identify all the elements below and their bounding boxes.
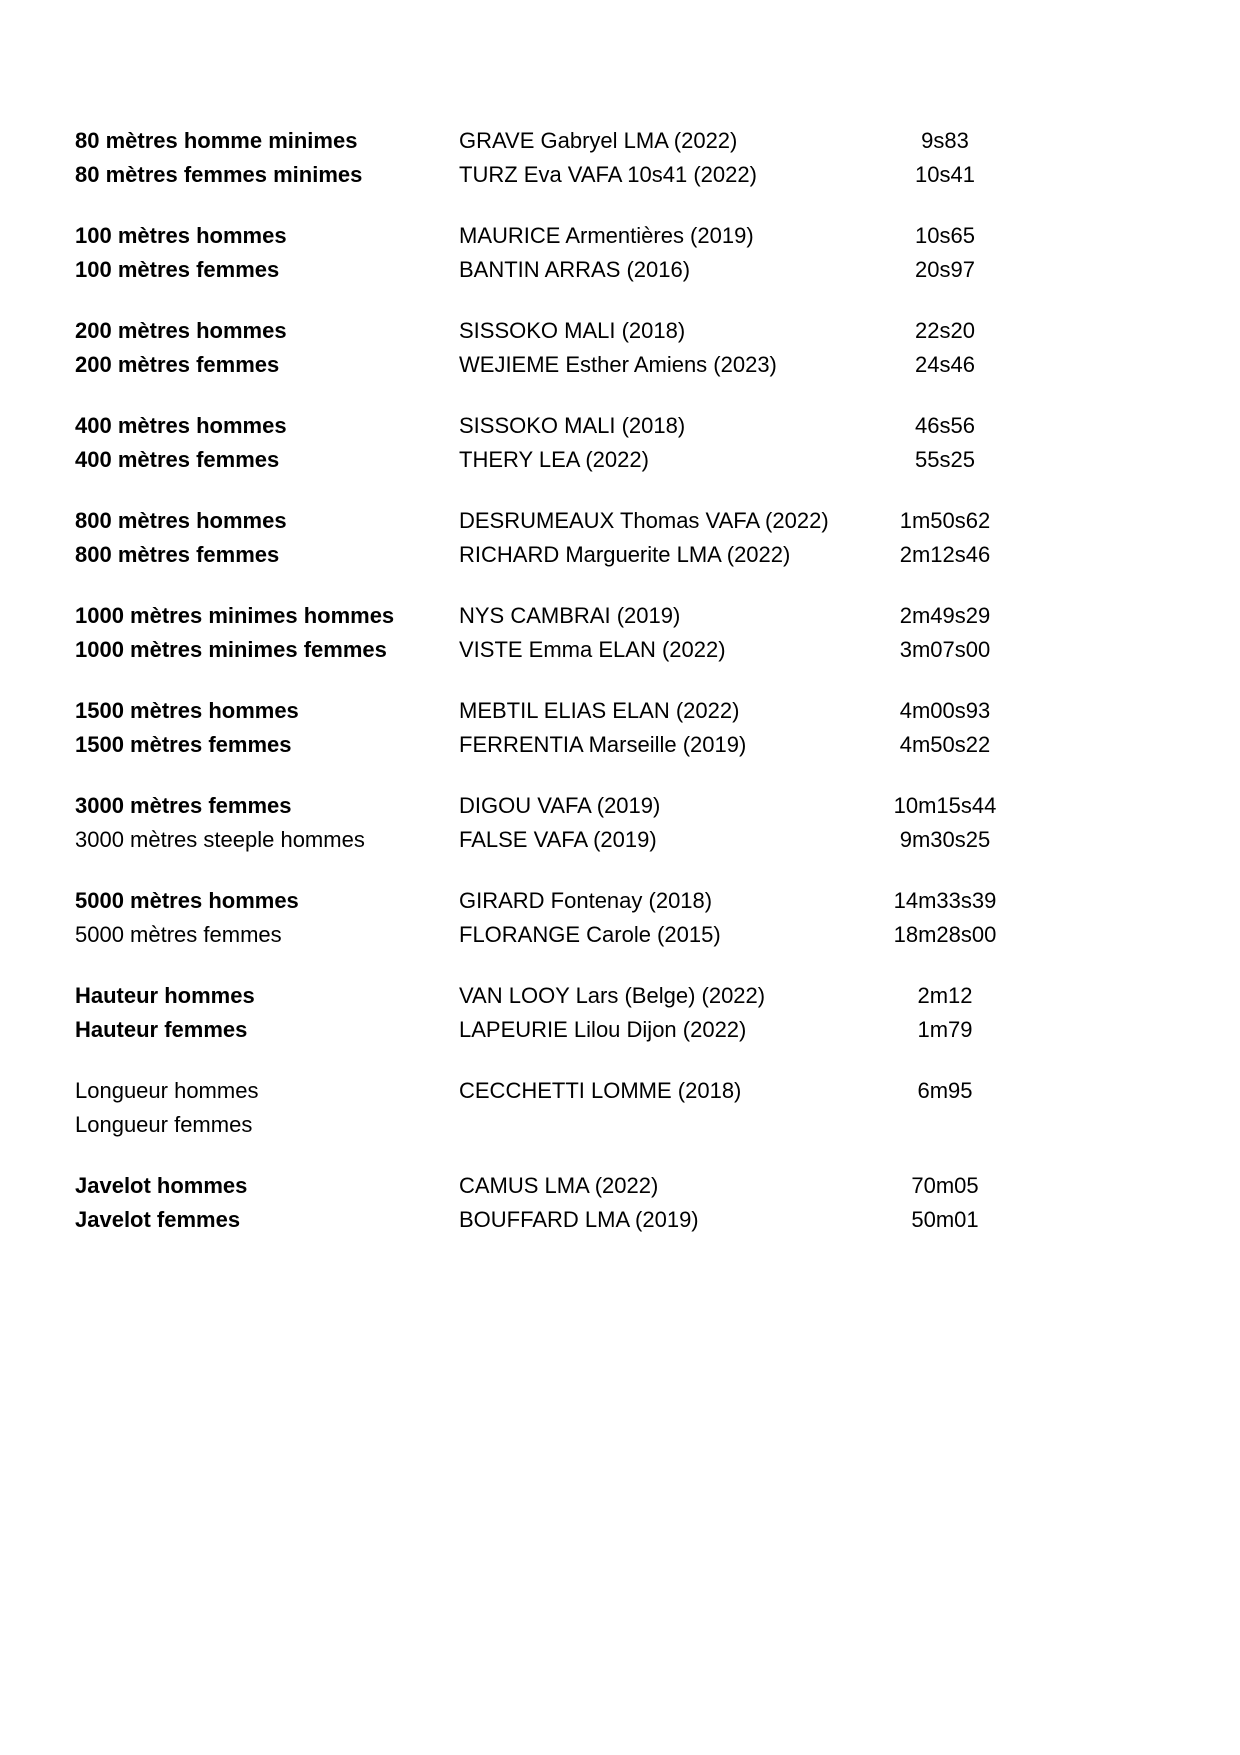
record-performance: 55s25	[915, 447, 975, 472]
record-row	[75, 599, 1075, 633]
record-performance: 10m15s44	[893, 793, 997, 818]
event-name: 1500 mètres hommes	[75, 698, 299, 723]
record-row	[75, 124, 1075, 158]
event-name: Longueur hommes	[75, 1078, 259, 1103]
record-performance: 6m95	[917, 1078, 973, 1103]
record-row	[75, 409, 1075, 443]
event-name: 1000 mètres minimes femmes	[75, 637, 387, 662]
record-row	[75, 538, 1075, 572]
record-holder: SISSOKO MALI (2018)	[459, 318, 686, 343]
record-row	[75, 694, 1075, 728]
record-row	[75, 728, 1075, 762]
record-row	[75, 918, 1075, 952]
record-holder: TURZ Eva VAFA 10s41 (2022)	[459, 162, 757, 187]
record-performance: 1m79	[917, 1017, 973, 1042]
record-holder: FLORANGE Carole (2015)	[459, 922, 721, 947]
event-name: 800 mètres hommes	[75, 508, 287, 533]
record-performance: 18m28s00	[893, 922, 997, 947]
record-holder: LAPEURIE Lilou Dijon (2022)	[459, 1017, 747, 1042]
record-row	[75, 504, 1075, 538]
record-group	[75, 124, 1075, 192]
event-name: 200 mètres hommes	[75, 318, 287, 343]
record-holder: DIGOU VAFA (2019)	[459, 793, 661, 818]
record-performance: 1m50s62	[899, 508, 991, 533]
record-performance: 9s83	[921, 128, 969, 153]
record-performance: 4m50s22	[899, 732, 991, 757]
event-name: Javelot hommes	[75, 1173, 248, 1198]
record-row	[75, 314, 1075, 348]
event-name: Hauteur hommes	[75, 983, 255, 1008]
event-name: Hauteur femmes	[75, 1017, 248, 1042]
record-row	[75, 823, 1075, 857]
event-name: Longueur femmes	[75, 1112, 253, 1137]
record-holder: VAN LOOY Lars (Belge) (2022)	[459, 983, 766, 1008]
record-row	[75, 443, 1075, 477]
record-holder: GRAVE Gabryel LMA (2022)	[459, 128, 738, 153]
event-name: 3000 mètres femmes	[75, 793, 292, 818]
record-performance: 2m49s29	[899, 603, 991, 628]
record-group	[75, 504, 1075, 572]
record-performance: 50m01	[911, 1207, 979, 1232]
record-row	[75, 1203, 1075, 1237]
record-group	[75, 884, 1075, 952]
event-name: 400 mètres hommes	[75, 413, 287, 438]
record-holder: THERY LEA (2022)	[459, 447, 649, 472]
record-holder: FALSE VAFA (2019)	[459, 827, 657, 852]
record-row	[75, 253, 1075, 287]
record-row	[75, 633, 1075, 667]
event-name: 3000 mètres steeple hommes	[75, 827, 365, 852]
event-name: Javelot femmes	[75, 1207, 241, 1232]
record-group	[75, 1074, 1075, 1142]
record-row	[75, 1013, 1075, 1047]
record-performance: 24s46	[915, 352, 975, 377]
record-performance: 4m00s93	[899, 698, 991, 723]
event-name: 800 mètres femmes	[75, 542, 280, 567]
record-holder: WEJIEME Esther Amiens (2023)	[459, 352, 777, 377]
record-group	[75, 1169, 1075, 1237]
record-performance: 3m07s00	[899, 637, 991, 662]
event-name: 1000 mètres minimes hommes	[75, 603, 395, 628]
event-name: 100 mètres femmes	[75, 257, 280, 282]
record-performance: 2m12s46	[899, 542, 991, 567]
record-performance: 10s41	[915, 162, 975, 187]
record-holder: VISTE Emma ELAN (2022)	[459, 637, 726, 662]
record-holder: BOUFFARD LMA (2019)	[459, 1207, 699, 1232]
record-group	[75, 599, 1075, 667]
record-holder: MAURICE Armentières (2019)	[459, 223, 754, 248]
record-row	[75, 1074, 1075, 1108]
record-row	[75, 219, 1075, 253]
record-row	[75, 789, 1075, 823]
record-group	[75, 694, 1075, 762]
record-performance: 14m33s39	[893, 888, 997, 913]
record-group	[75, 789, 1075, 857]
record-performance: 20s97	[915, 257, 975, 282]
record-holder: GIRARD Fontenay (2018)	[459, 888, 713, 913]
record-row	[75, 158, 1075, 192]
record-group	[75, 314, 1075, 382]
record-holder: DESRUMEAUX Thomas VAFA (2022)	[459, 508, 829, 533]
record-group	[75, 219, 1075, 287]
record-row	[75, 884, 1075, 918]
record-row	[75, 348, 1075, 382]
record-holder: CECCHETTI LOMME (2018)	[459, 1078, 742, 1103]
event-name: 80 mètres homme minimes	[75, 128, 358, 153]
record-group	[75, 979, 1075, 1047]
record-performance: 22s20	[915, 318, 975, 343]
event-name: 100 mètres hommes	[75, 223, 287, 248]
event-name: 1500 mètres femmes	[75, 732, 292, 757]
record-group	[75, 409, 1075, 477]
event-name: 400 mètres femmes	[75, 447, 280, 472]
record-performance: 46s56	[915, 413, 975, 438]
record-performance: 70m05	[911, 1173, 979, 1198]
record-holder: FERRENTIA Marseille (2019)	[459, 732, 747, 757]
record-holder: NYS CAMBRAI (2019)	[459, 603, 681, 628]
event-name: 5000 mètres hommes	[75, 888, 299, 913]
record-holder: MEBTIL ELIAS ELAN (2022)	[459, 698, 740, 723]
record-row	[75, 1108, 1075, 1142]
record-performance: 9m30s25	[899, 827, 991, 852]
record-row	[75, 1169, 1075, 1203]
event-name: 5000 mètres femmes	[75, 922, 282, 947]
records-table	[75, 124, 1075, 1264]
record-performance: 2m12	[917, 983, 973, 1008]
record-holder: CAMUS LMA (2022)	[459, 1173, 659, 1198]
record-row	[75, 979, 1075, 1013]
event-name: 80 mètres femmes minimes	[75, 162, 363, 187]
record-holder: BANTIN ARRAS (2016)	[459, 257, 691, 282]
record-performance: 10s65	[915, 223, 975, 248]
record-holder: SISSOKO MALI (2018)	[459, 413, 686, 438]
event-name: 200 mètres femmes	[75, 352, 280, 377]
record-holder: RICHARD Marguerite LMA (2022)	[459, 542, 791, 567]
